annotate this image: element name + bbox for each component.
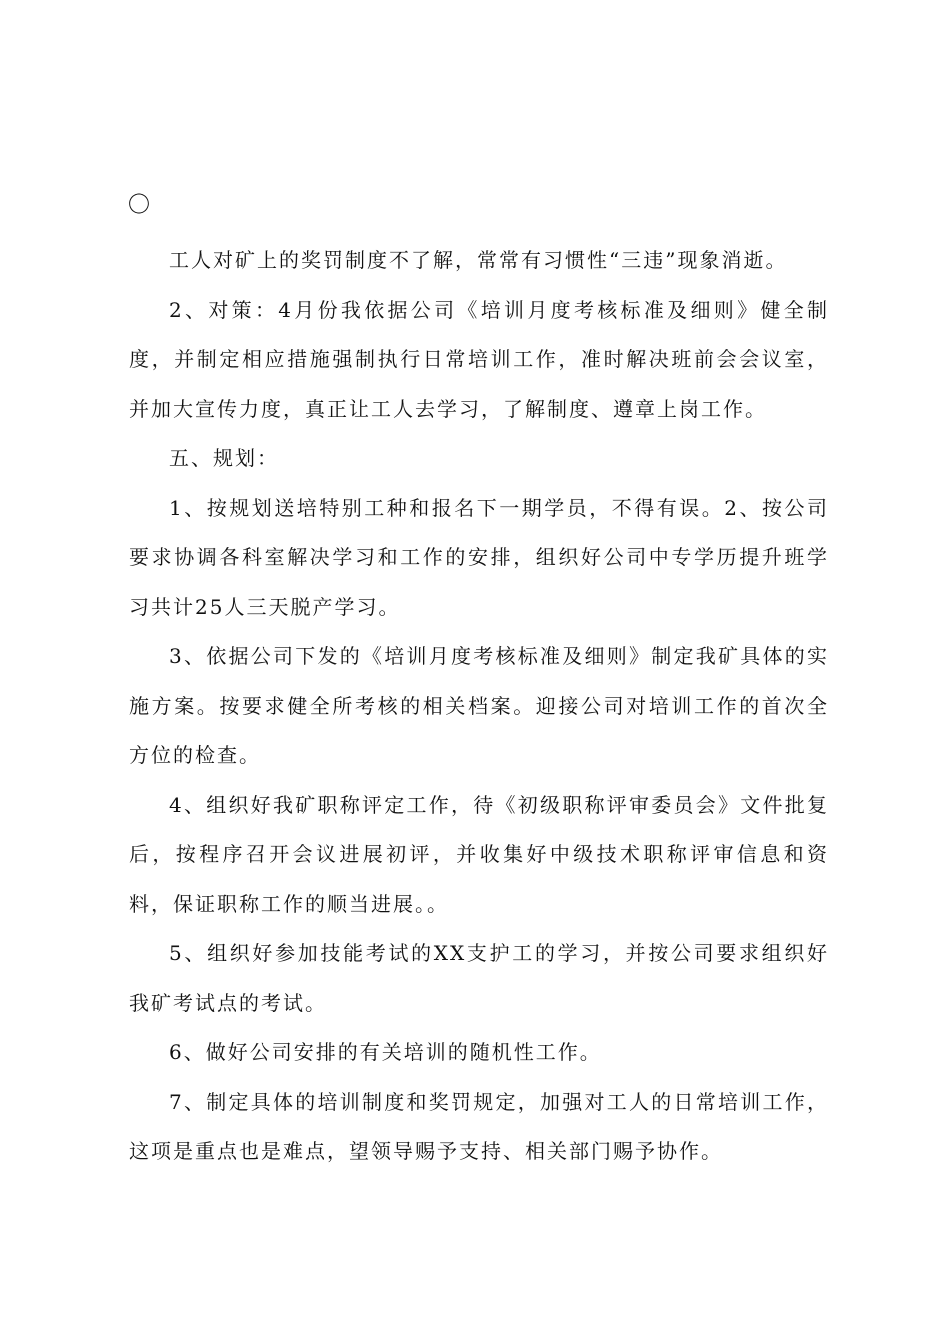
circle-marker: 〇: [128, 193, 151, 218]
paragraph-plan-item-3: 3、依据公司下发的《培训月度考核标准及细则》制定我矿具体的实施方案。按要求健全所考核的相关档案。迎接公司对培训工作的首次全方位的检查。: [129, 644, 829, 767]
paragraph-countermeasure: 2、对策：4月份我依据公司《培训月度考核标准及细则》健全制度，并制定相应措施强制执行日常培训工作，准时解决班前会会议室，并加大宣传力度，真正让工人去学习，了解制度、遵章上岗工作。: [129, 297, 829, 421]
paragraph-plan-item-1-2: 1、按规划送培特别工种和报名下一期学员，不得有误。2、按公司要求协调各科室解决学习和工作的安排，组织好公司中专学历提升班学习共计25人三天脱产学习。: [129, 495, 829, 619]
document-body: [129, 236, 829, 1177]
section-heading-plan: 五、规划：: [169, 446, 279, 470]
paragraph-plan-item-7: 7、制定具体的培训制度和奖罚规定，加强对工人的日常培训工作，这项是重点也是难点，望领导赐予支持、相关部门赐予协作。: [129, 1089, 829, 1163]
paragraph-plan-item-6: 6、做好公司安排的有关培训的随机性工作。: [169, 1040, 602, 1064]
paragraph-workers-awareness: 工人对矿上的奖罚制度不了解，常常有习惯性“三违”现象消逝。: [169, 248, 788, 272]
paragraph-plan-item-5: 5、组织好参加技能考试的XX支护工的学习，并按公司要求组织好我矿考试点的考试。: [129, 941, 829, 1015]
paragraph-plan-item-4: 4、组织好我矿职称评定工作，待《初级职称评审委员会》文件批复后，按程序召开会议进展初评，并收集好中级技术职称评审信息和资料，保证职称工作的顺当进展。。: [129, 792, 829, 916]
